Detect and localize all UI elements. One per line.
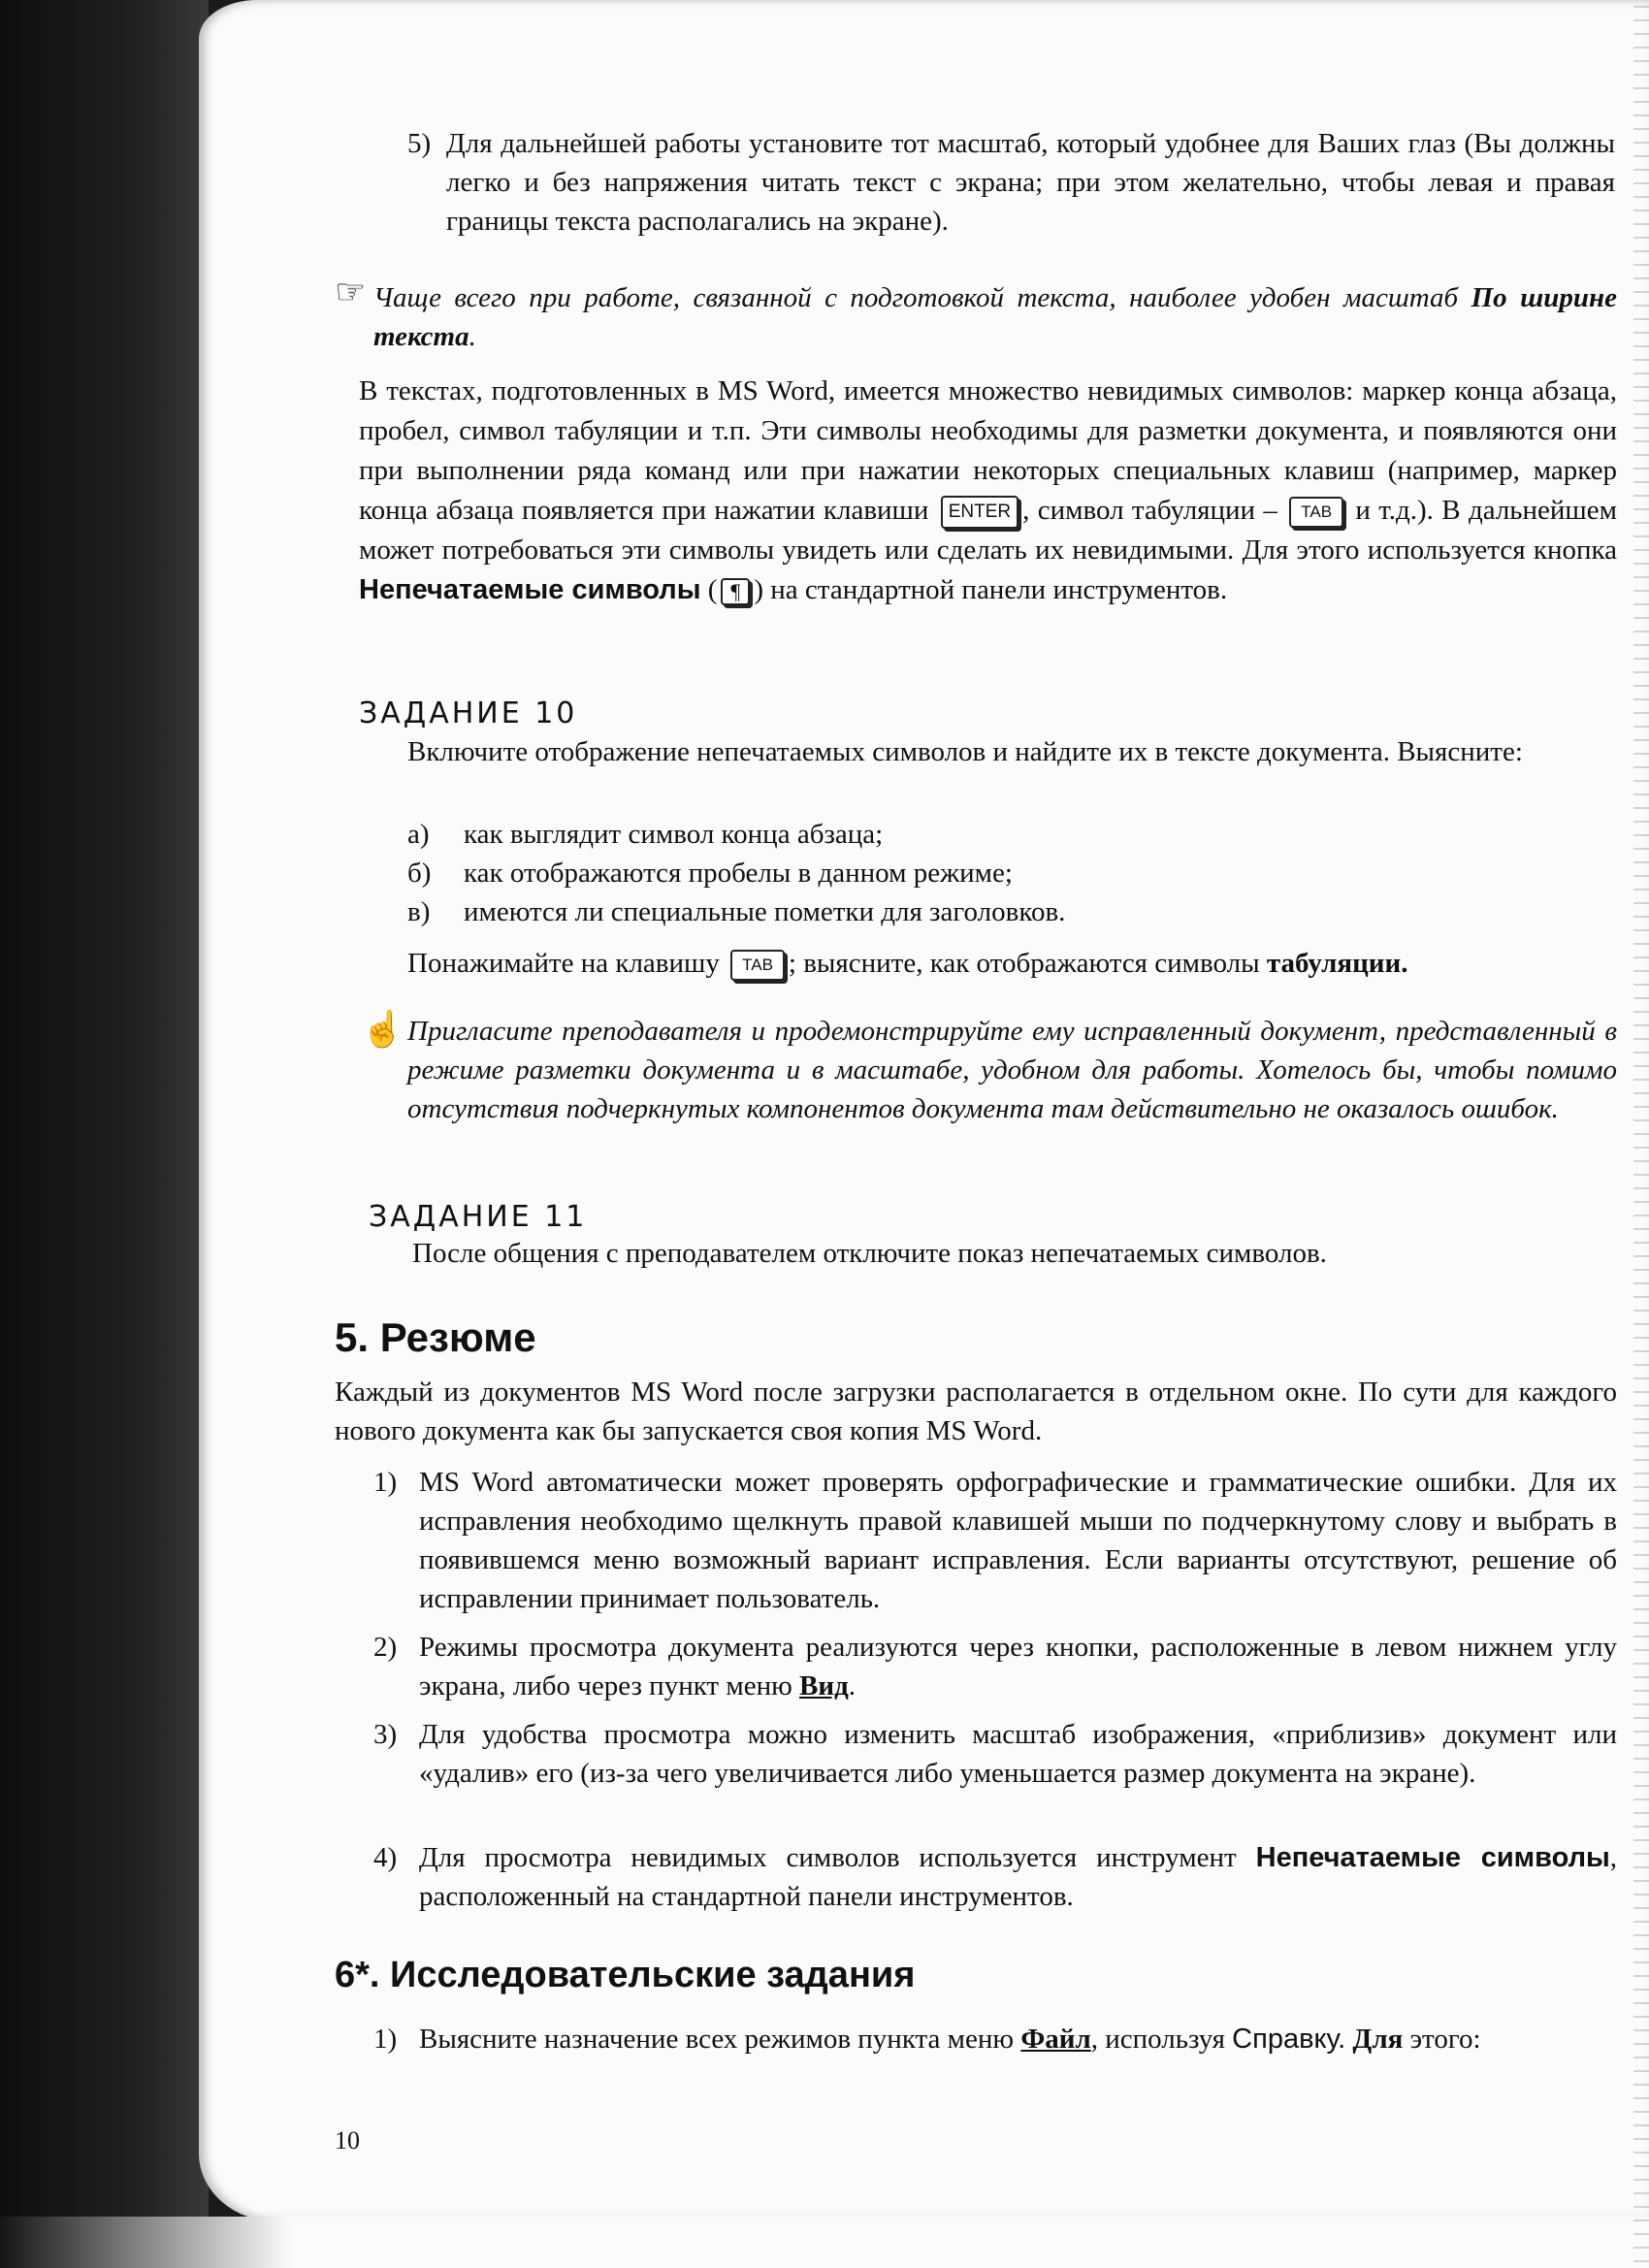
sublist-item: как отображаются пробелы в данном режиме; — [464, 858, 1013, 889]
list-item-text: Выясните назначение всех режимов пункта меню Файл, используя Справку. Для этого: — [419, 2024, 1481, 2055]
sublist-item: имеются ли специальные пометки для заголовков. — [464, 896, 1066, 927]
list-number: 3) — [373, 1719, 398, 1750]
list-number: 1) — [373, 2024, 398, 2055]
invisible-symbols-paragraph: В текстах, подготовленных в MS Word, имеется множество невидимых символов: маркер конца абзаца, пробел, символ табуляции и т.п. Эти символы необходимы для разметки документа, и появляются они при выполнении ряда команд или при нажатии некоторых специальных клавиш (например, маркер конца абзаца появляется при нажатии клавиши ENTER , символ табуляции – TAB и т.д.). В дальнейшем может потребоваться эти символы увидеть или сделать их невидимыми. Для этого используется кнопка Непечатаемые символы ( ¶ ) на стандартной панели инструментов. — [359, 375, 1617, 605]
tab-press-instruction: Понажимайте на клавишу TAB ; выясните, как отображаются символы табуляции. — [407, 944, 1407, 983]
sublist-item: как выглядит символ конца абзаца; — [464, 819, 884, 850]
list-number: 1) — [373, 1467, 398, 1498]
sublist-marker: а) — [407, 819, 430, 850]
page-number: 10 — [335, 2126, 360, 2155]
scan-bottom-edge — [0, 2217, 1649, 2268]
task-text: После общения с преподавателем отключите показ непечатаемых символов. — [412, 1238, 1327, 1269]
sublist-marker: в) — [407, 896, 431, 927]
enter-key-icon: ENTER — [941, 496, 1018, 529]
sublist-marker: б) — [407, 858, 432, 889]
tab-key-icon: TAB — [1289, 497, 1343, 528]
task-heading: ЗАДАНИЕ 11 — [369, 1200, 588, 1234]
hand-icon: ☝ — [361, 1010, 404, 1049]
list-item-text: Для просмотра невидимых символов используется инструмент Непечатаемые символы, расположенный на стандартной панели инструментов. — [419, 1842, 1618, 1912]
list-item-text: MS Word автоматически может проверять орфографические и грамматические ошибки. Для их исправления необходимо щелкнуть правой клавишей мыши по подчеркнутому слову и выбрать в появившемся меню возможный вариант исправления. Если варианты отсутствуют, решение об исправлении принимает пользователь. — [419, 1467, 1617, 1614]
task-intro: Включите отображение непечатаемых символов и найдите их в тексте документа. Выясните: — [407, 736, 1523, 767]
pointing-hand-icon: ☞ — [335, 273, 367, 311]
list-number: 2) — [373, 1632, 398, 1663]
scan-right-noise — [1633, 0, 1649, 2268]
section-heading: 6*. Исследовательские задания — [335, 1955, 916, 1995]
menu-file-reference: Файл — [1020, 2024, 1091, 2055]
list-number: 5) — [407, 128, 432, 159]
list-number: 4) — [373, 1842, 398, 1873]
pilcrow-button-icon: ¶ — [721, 578, 750, 605]
list-item-text: Для дальнейшей работы установите тот масштаб, который удобнее для Ваших глаз (Вы должны легко и без напряжения читать текст с экрана; при этом желательно, чтобы левая и правая границы текста располагались на экране). — [446, 128, 1615, 237]
task-heading: ЗАДАНИЕ 10 — [359, 697, 578, 730]
menu-vid-reference: Вид — [799, 1670, 849, 1701]
list-item-text: Для удобства просмотра можно изменить масштаб изображения, «приблизив» документ или «удалив» его (из-за чего увеличивается либо уменьшается размер документа на экране). — [419, 1719, 1617, 1789]
tab-key-icon: TAB — [730, 950, 785, 981]
scan-dark-edge — [0, 0, 209, 2268]
section-intro: Каждый из документов MS Word после загрузки располагается в отдельном окне. По сути для каждого нового документа как бы запускается своя копия MS Word. — [335, 1377, 1617, 1446]
tip-paragraph: Чаще всего при работе, связанной с подготовкой текста, наиболее удобен масштаб По ширине текста. — [373, 282, 1618, 352]
invite-paragraph: Пригласите преподавателя и продемонстрируйте ему исправленный документ, представленный в режиме разметки документа и в масштабе, удобном для работы. Хотелось бы, чтобы помимо отсутствия подчеркнутых компонентов документа там действительно не оказалось ошибок. — [407, 1016, 1617, 1124]
list-item-text: Режимы просмотра документа реализуются через кнопки, расположенные в левом нижнем углу экрана, либо через пункт меню Вид. — [419, 1632, 1617, 1701]
section-heading: 5. Резюме — [335, 1314, 536, 1360]
